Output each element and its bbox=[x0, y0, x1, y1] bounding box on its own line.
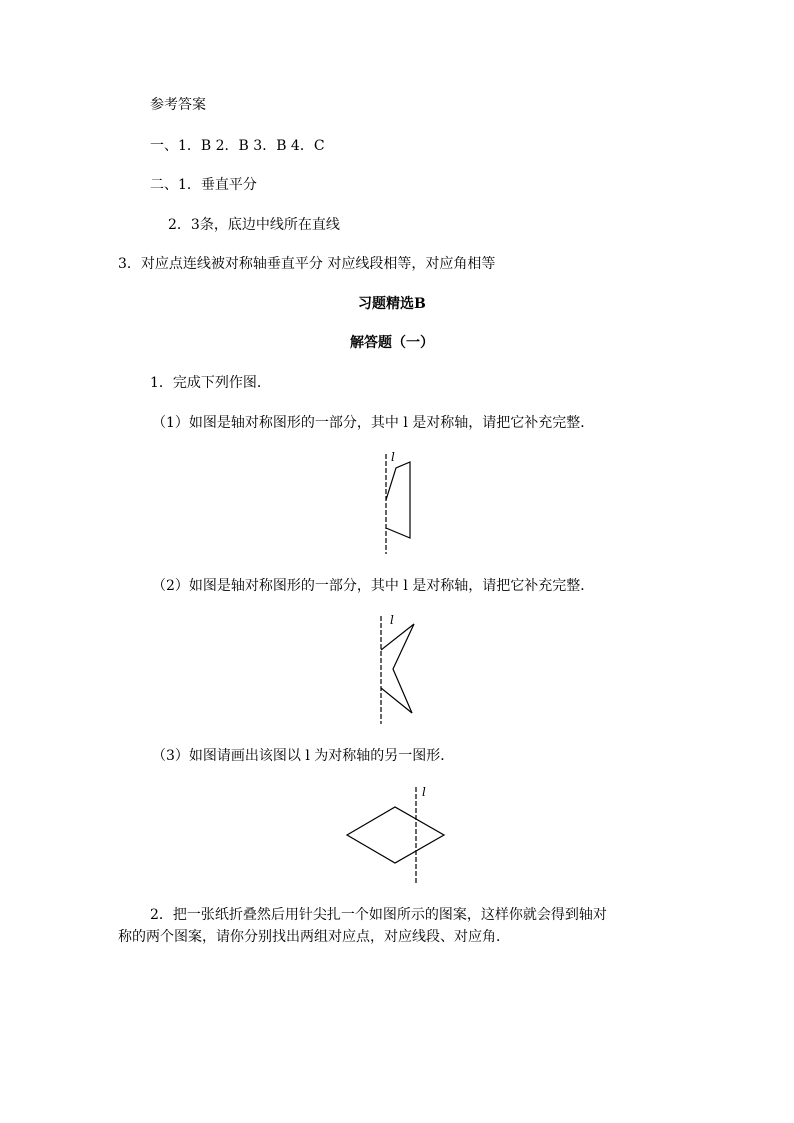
answers-section-1: 一、1．B 2．B 3．B 4．C bbox=[150, 138, 325, 154]
question-1-part-3: （3）如图请画出该图以 l 为对称轴的另一图形． bbox=[152, 748, 455, 764]
answers-section-2-item-2: 2．3条，底边中线所在直线 bbox=[168, 217, 340, 233]
question-1-part-2: （2）如图是轴对称图形的一部分，其中 l 是对称轴，请把它补充完整． bbox=[152, 578, 595, 594]
figure-3-shape bbox=[347, 807, 444, 863]
figure-2 bbox=[368, 612, 428, 727]
question-2-line-1: 2．把一张纸折叠然后用针尖扎一个如图所示的图案，这样你就会得到轴对 bbox=[150, 907, 607, 923]
figure-2-axis-label: l bbox=[390, 613, 394, 627]
exercise-title: 习题精选B bbox=[358, 296, 426, 312]
figure-3 bbox=[340, 782, 450, 886]
answers-section-2-item-3: 3．对应点连线被对称轴垂直平分 对应线段相等，对应角相等 bbox=[118, 256, 496, 272]
figure-1-axis-label: l bbox=[391, 450, 395, 464]
figure-1 bbox=[370, 448, 420, 558]
figure-1-shape bbox=[386, 462, 410, 538]
figure-2-shape bbox=[381, 624, 414, 713]
answers-heading: 参考答案 bbox=[150, 97, 206, 113]
question-1-stem: 1．完成下列作图． bbox=[150, 375, 271, 391]
exercise-subtitle: 解答题（一） bbox=[350, 335, 434, 351]
answers-section-2-item-1: 二、1．垂直平分 bbox=[150, 177, 257, 193]
question-1-part-1: （1）如图是轴对称图形的一部分，其中 l 是对称轴，请把它补充完整． bbox=[152, 415, 595, 431]
figure-3-axis-label: l bbox=[422, 785, 426, 799]
question-2-line-2: 称的两个图案，请你分别找出两组对应点，对应线段、对应角． bbox=[118, 929, 510, 945]
